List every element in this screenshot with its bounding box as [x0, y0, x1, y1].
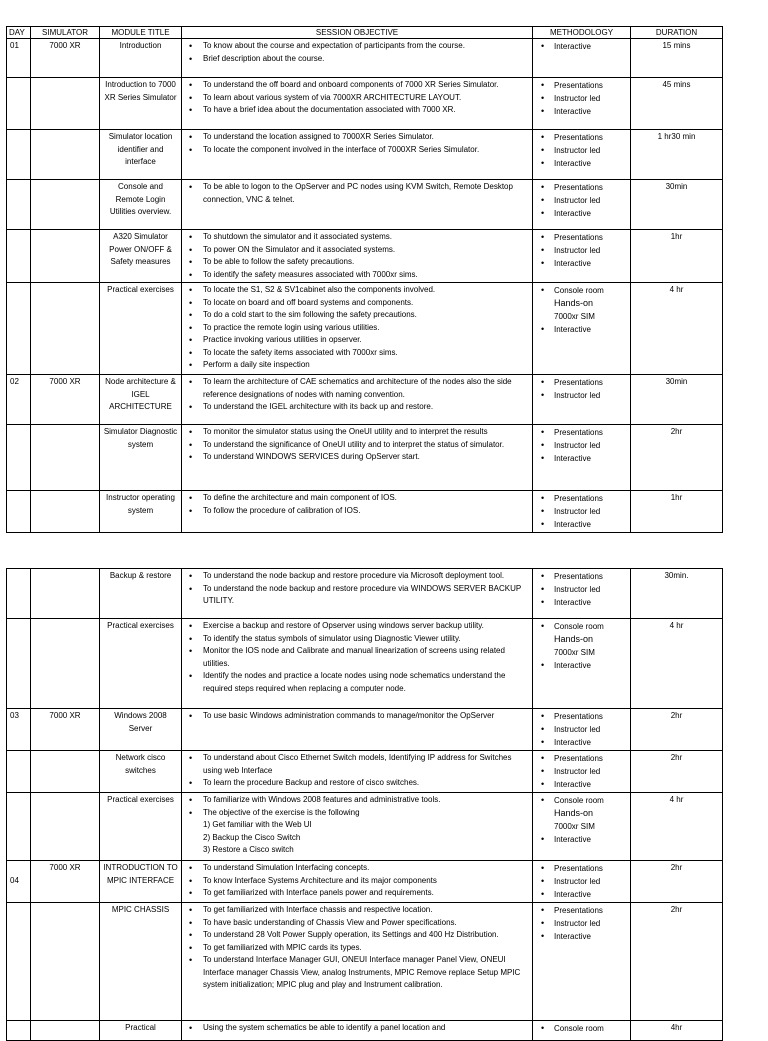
- objective-list: [185, 181, 529, 206]
- objective-item: • To understand about Cisco Ethernet Switch models, Identifying IP address for Switches using web Interface: [185, 752, 529, 777]
- table-row: [7, 375, 723, 425]
- module-title-cell: Simulator location identifier and interface: [100, 130, 182, 180]
- day-cell: [7, 425, 31, 491]
- objective-subitem: 1) Get familiar with the Web UI: [203, 820, 312, 829]
- objective-list: [185, 131, 529, 156]
- methodology-list: [536, 752, 627, 791]
- simulator-cell: [31, 751, 100, 793]
- module-title-cell: INTRODUCTION TO MPIC INTERFACE: [100, 861, 182, 903]
- duration-cell: 15 mins: [631, 39, 723, 78]
- objective-item: • To understand the node backup and restore procedure via Microsoft deployment tool.: [185, 570, 529, 583]
- methodology-item: • Instructor led: [536, 723, 627, 736]
- methodology-item: • Presentations: [536, 752, 627, 765]
- objective-item: • To understand 28 Volt Power Supply operation, its Settings and 400 Hz Distribution.: [185, 929, 529, 942]
- objective-list: [185, 426, 529, 464]
- table-row: [7, 793, 723, 861]
- objective-item: • Monitor the IOS node and Calibrate and manual linearization of screens using related utilities.: [185, 645, 529, 670]
- session-objective-cell: [182, 375, 533, 425]
- day-cell: [7, 619, 31, 709]
- objective-item: • To locate the safety items associated with 7000xr sims.: [185, 347, 529, 360]
- objective-item: • To get familiarized with Interface chassis and respective location.: [185, 904, 529, 917]
- day-cell: [7, 130, 31, 180]
- duration-cell: 30min: [631, 180, 723, 230]
- module-title-cell: Introduction to 7000 XR Series Simulator: [100, 78, 182, 130]
- header-methodology: METHODOLOGY: [533, 27, 631, 39]
- objective-list: [185, 570, 529, 608]
- methodology-item: • Interactive: [536, 778, 627, 791]
- methodology-list: [536, 492, 627, 531]
- methodology-list: [536, 79, 627, 118]
- module-title-cell: Practical exercises: [100, 793, 182, 861]
- objective-item: • The objective of the exercise is the following: [185, 807, 529, 820]
- day-cell: 03: [7, 709, 31, 751]
- methodology-item: • Console room: [536, 284, 627, 297]
- simulator-cell: 7000 XR: [31, 375, 100, 425]
- methodology-item: • Interactive: [536, 833, 627, 846]
- session-objective-cell: [182, 751, 533, 793]
- header-duration: DURATION: [631, 27, 723, 39]
- module-title-cell: Introduction: [100, 39, 182, 78]
- objective-item: • To define the architecture and main component of IOS.: [185, 492, 529, 505]
- objective-item: • To know Interface Systems Architecture and its major components: [185, 875, 529, 888]
- methodology-item: • Console room: [536, 620, 627, 633]
- methodology-cell: [533, 180, 631, 230]
- methodology-cell: [533, 230, 631, 283]
- objective-item: • To locate the component involved in the interface of 7000XR Series Simulator.: [185, 144, 529, 157]
- objective-list: [185, 710, 529, 723]
- duration-cell: 2hr: [631, 751, 723, 793]
- header-row: [7, 27, 723, 39]
- methodology-item: • Presentations: [536, 376, 627, 389]
- methodology-list: [536, 904, 627, 943]
- objective-item: • Identify the nodes and practice a locate nodes using node schematics understand the required steps required when replacing a computer node.: [185, 670, 529, 695]
- simulator-cell: 7000 XR: [31, 709, 100, 751]
- simulator-cell: [31, 793, 100, 861]
- course-schedule-table-1: [6, 26, 723, 533]
- methodology-list: [536, 131, 627, 170]
- duration-cell: 4 hr: [631, 793, 723, 861]
- module-title-cell: Console and Remote Login Utilities overview.: [100, 180, 182, 230]
- module-title-cell: Practical: [100, 1021, 182, 1041]
- objective-item: • To get familiarized with MPIC cards its types.: [185, 942, 529, 955]
- module-title-cell: Instructor operating system: [100, 491, 182, 533]
- methodology-item: Hands-on: [554, 298, 594, 308]
- objective-item: • To use basic Windows administration commands to manage/monitor the OpServer: [185, 710, 529, 723]
- methodology-item: • Console room: [536, 794, 627, 807]
- objective-item: • To understand the significance of OneUI utility and to interpret the status of simulator.: [185, 439, 529, 452]
- simulator-cell: [31, 78, 100, 130]
- module-title-cell: Node architecture & IGEL ARCHITECTURE: [100, 375, 182, 425]
- simulator-cell: [31, 491, 100, 533]
- objective-item: • To understand the node backup and restore procedure via WINDOWS SERVER BACKUP UTILITY.: [185, 583, 529, 608]
- objective-item: • Perform a daily site inspection: [185, 359, 529, 372]
- objective-item: • To do a cold start to the sim following the safety precautions.: [185, 309, 529, 322]
- table-row: [7, 569, 723, 619]
- duration-cell: 4 hr: [631, 619, 723, 709]
- table-row: [7, 78, 723, 130]
- duration-cell: 4hr: [631, 1021, 723, 1041]
- day-cell: 04: [7, 861, 31, 903]
- methodology-list: [536, 620, 627, 672]
- methodology-list: [536, 710, 627, 749]
- table-row: [7, 230, 723, 283]
- table-row: [7, 130, 723, 180]
- objective-list: [185, 492, 529, 517]
- header-simulator: SIMULATOR: [31, 27, 100, 39]
- day-cell: [7, 903, 31, 1021]
- day-cell: [7, 283, 31, 375]
- objective-item: • To practice the remote login using various utilities.: [185, 322, 529, 335]
- methodology-cell: [533, 375, 631, 425]
- methodology-item: • Instructor led: [536, 244, 627, 257]
- session-objective-cell: [182, 130, 533, 180]
- duration-cell: 2hr: [631, 425, 723, 491]
- objective-item: • To learn the procedure Backup and restore of cisco switches.: [185, 777, 529, 790]
- table-row: [7, 903, 723, 1021]
- session-objective-cell: [182, 709, 533, 751]
- day-cell: [7, 793, 31, 861]
- course-schedule-table-2: [6, 568, 723, 1041]
- methodology-item: • Presentations: [536, 492, 627, 505]
- methodology-cell: [533, 751, 631, 793]
- objective-list: [185, 752, 529, 790]
- objective-list: [185, 376, 529, 414]
- duration-cell: 4 hr: [631, 283, 723, 375]
- module-title-cell: Backup & restore: [100, 569, 182, 619]
- methodology-item: • Instructor led: [536, 439, 627, 452]
- methodology-list: [536, 181, 627, 220]
- header-day: DAY: [7, 27, 31, 39]
- methodology-cell: [533, 861, 631, 903]
- simulator-cell: [31, 903, 100, 1021]
- methodology-cell: [533, 39, 631, 78]
- session-objective-cell: [182, 425, 533, 491]
- objective-item: • To follow the procedure of calibration of IOS.: [185, 505, 529, 518]
- methodology-item: • Presentations: [536, 231, 627, 244]
- module-title-cell: Practical exercises: [100, 283, 182, 375]
- methodology-item: • Instructor led: [536, 917, 627, 930]
- objective-item: • Exercise a backup and restore of Opserver using windows server backup utility.: [185, 620, 529, 633]
- module-title-cell: MPIC CHASSIS: [100, 903, 182, 1021]
- table-row: [7, 283, 723, 375]
- objective-list: [185, 40, 529, 65]
- objective-item: • To understand Interface Manager GUI, ONEUI Interface manager Panel View, ONEUI Interface manager Chassis View, analog Instruments, MPIC Remove replace Setup MPIC system initialization; MPIC plug and play and Instrument calibration.: [185, 954, 529, 992]
- methodology-list: [536, 231, 627, 270]
- session-objective-cell: [182, 861, 533, 903]
- day-cell: 01: [7, 39, 31, 78]
- objective-item: • To locate on board and off board systems and components.: [185, 297, 529, 310]
- table-row: [7, 861, 723, 903]
- module-title-cell: Windows 2008 Server: [100, 709, 182, 751]
- duration-cell: 2hr: [631, 709, 723, 751]
- methodology-item: • Interactive: [536, 105, 627, 118]
- duration-cell: 1hr: [631, 491, 723, 533]
- header-objective: SESSION OBJECTIVE: [182, 27, 533, 39]
- objective-subitem: 2) Backup the Cisco Switch: [203, 832, 301, 842]
- objective-item: • To locate the S1, S2 & SV1cabinet also the components involved.: [185, 284, 529, 297]
- objective-item: • To identify the safety measures associated with 7000xr sims.: [185, 269, 529, 282]
- table-row: [7, 180, 723, 230]
- session-objective-cell: [182, 569, 533, 619]
- methodology-item: • Presentations: [536, 862, 627, 875]
- methodology-item: • Interactive: [536, 930, 627, 943]
- objective-item: • To learn the architecture of CAE schematics and architecture of the nodes also the side reference designations of nodes with naming convention.: [185, 376, 529, 401]
- methodology-cell: [533, 793, 631, 861]
- session-objective-cell: [182, 903, 533, 1021]
- simulator-cell: [31, 230, 100, 283]
- methodology-list: [536, 426, 627, 465]
- objective-list: [185, 284, 529, 372]
- day-cell: [7, 230, 31, 283]
- objective-list: [185, 904, 529, 992]
- table-row: [7, 751, 723, 793]
- methodology-item: • Interactive: [536, 518, 627, 531]
- duration-cell: 1hr: [631, 230, 723, 283]
- session-objective-cell: [182, 78, 533, 130]
- methodology-item: • Presentations: [536, 570, 627, 583]
- methodology-item: • Interactive: [536, 736, 627, 749]
- table-row: [7, 709, 723, 751]
- duration-cell: 2hr: [631, 903, 723, 1021]
- session-objective-cell: [182, 180, 533, 230]
- objective-item: • To understand the off board and onboard components of 7000 XR Series Simulator.: [185, 79, 529, 92]
- simulator-cell: [31, 619, 100, 709]
- methodology-item: • Interactive: [536, 323, 627, 336]
- methodology-item: • Interactive: [536, 257, 627, 270]
- module-title-cell: A320 Simulator Power ON/OFF & Safety measures: [100, 230, 182, 283]
- methodology-item: • Presentations: [536, 426, 627, 439]
- methodology-cell: [533, 425, 631, 491]
- methodology-item: • Console room: [536, 1022, 627, 1035]
- session-objective-cell: [182, 619, 533, 709]
- objective-item: • To get familiarized with Interface panels power and requirements.: [185, 887, 529, 900]
- methodology-cell: [533, 491, 631, 533]
- day-cell: [7, 751, 31, 793]
- objective-item: • Practice invoking various utilities in opserver.: [185, 334, 529, 347]
- simulator-cell: [31, 569, 100, 619]
- duration-cell: 30min.: [631, 569, 723, 619]
- objective-item: • To be able to logon to the OpServer and PC nodes using KVM Switch, Remote Desktop connection, VNC & telnet.: [185, 181, 529, 206]
- methodology-item: • Interactive: [536, 157, 627, 170]
- table-row: [7, 39, 723, 78]
- methodology-cell: [533, 130, 631, 180]
- methodology-item: 7000xr SIM: [554, 822, 595, 831]
- module-title-cell: Simulator Diagnostic system: [100, 425, 182, 491]
- methodology-item: • Presentations: [536, 181, 627, 194]
- table-row: [7, 491, 723, 533]
- methodology-item: 7000xr SIM: [554, 312, 595, 321]
- simulator-cell: [31, 130, 100, 180]
- methodology-item: • Interactive: [536, 596, 627, 609]
- methodology-item: • Presentations: [536, 904, 627, 917]
- module-title-cell: Practical exercises: [100, 619, 182, 709]
- methodology-item: • Presentations: [536, 131, 627, 144]
- methodology-item: Hands-on: [554, 808, 594, 818]
- methodology-item: • Instructor led: [536, 505, 627, 518]
- module-title-cell: Network cisco switches: [100, 751, 182, 793]
- methodology-list: [536, 284, 627, 336]
- day-cell: [7, 569, 31, 619]
- objective-item: • Brief description about the course.: [185, 53, 529, 66]
- objective-subitem: 3) Restore a Cisco switch: [203, 845, 294, 854]
- methodology-list: [536, 376, 627, 402]
- methodology-cell: [533, 78, 631, 130]
- objective-item: • To know about the course and expectation of participants from the course.: [185, 40, 529, 53]
- methodology-item: Hands-on: [554, 634, 594, 644]
- methodology-list: [536, 794, 627, 846]
- duration-cell: 30min: [631, 375, 723, 425]
- simulator-cell: 7000 XR: [31, 39, 100, 78]
- methodology-item: • Interactive: [536, 207, 627, 220]
- objective-item: • To learn about various system of via 7000XR ARCHITECTURE LAYOUT.: [185, 92, 529, 105]
- session-objective-cell: [182, 491, 533, 533]
- objective-item: • To be able to follow the safety precautions.: [185, 256, 529, 269]
- simulator-cell: [31, 180, 100, 230]
- objective-item: • To understand the IGEL architecture with its back up and restore.: [185, 401, 529, 414]
- duration-cell: 2hr: [631, 861, 723, 903]
- objective-item: • To have a brief idea about the documentation associated with 7000 XR.: [185, 104, 529, 117]
- objective-item: • To have basic understanding of Chassis View and Power specifications.: [185, 917, 529, 930]
- header-module: MODULE TITLE: [100, 27, 182, 39]
- objective-list: [185, 620, 529, 695]
- objective-item: • To monitor the simulator status using the OneUI utility and to interpret the results: [185, 426, 529, 439]
- objective-item: • To understand WINDOWS SERVICES during OpServer start.: [185, 451, 529, 464]
- methodology-item: • Instructor led: [536, 144, 627, 157]
- objective-item: • To shutdown the simulator and it associated systems.: [185, 231, 529, 244]
- objective-item: • To familiarize with Windows 2008 features and administrative tools.: [185, 794, 529, 807]
- methodology-cell: [533, 569, 631, 619]
- duration-cell: 1 hr30 min: [631, 130, 723, 180]
- methodology-item: • Interactive: [536, 888, 627, 901]
- day-cell: [7, 180, 31, 230]
- methodology-item: • Instructor led: [536, 389, 627, 402]
- day-cell: [7, 491, 31, 533]
- methodology-item: • Instructor led: [536, 875, 627, 888]
- duration-cell: 45 mins: [631, 78, 723, 130]
- methodology-item: • Instructor led: [536, 92, 627, 105]
- methodology-item: • Interactive: [536, 659, 627, 672]
- methodology-item: • Instructor led: [536, 765, 627, 778]
- day-cell: [7, 78, 31, 130]
- session-objective-cell: [182, 230, 533, 283]
- methodology-list: [536, 570, 627, 609]
- session-objective-cell: [182, 39, 533, 78]
- objective-item: • To power ON the Simulator and it associated systems.: [185, 244, 529, 257]
- methodology-item: • Interactive: [536, 40, 627, 53]
- objective-item: • To understand the location assigned to 7000XR Series Simulator.: [185, 131, 529, 144]
- simulator-cell: [31, 425, 100, 491]
- session-objective-cell: [182, 793, 533, 861]
- methodology-item: • Presentations: [536, 79, 627, 92]
- objective-item: • Using the system schematics be able to identify a panel location and: [185, 1022, 529, 1035]
- objective-list: [185, 79, 529, 117]
- methodology-cell: [533, 283, 631, 375]
- methodology-list: [536, 40, 627, 53]
- methodology-cell: [533, 619, 631, 709]
- simulator-cell: [31, 283, 100, 375]
- table-row: [7, 425, 723, 491]
- methodology-item: • Instructor led: [536, 583, 627, 596]
- simulator-cell: 7000 XR: [31, 861, 100, 903]
- methodology-item: • Interactive: [536, 452, 627, 465]
- objective-item: • To understand Simulation Interfacing concepts.: [185, 862, 529, 875]
- methodology-list: [536, 862, 627, 901]
- objective-list: [185, 231, 529, 281]
- objective-item: • To identify the status symbols of simulator using Diagnostic Viewer utility.: [185, 633, 529, 646]
- table-row: [7, 619, 723, 709]
- objective-list: [185, 862, 529, 900]
- day-cell: 02: [7, 375, 31, 425]
- methodology-item: 7000xr SIM: [554, 648, 595, 657]
- methodology-cell: [533, 903, 631, 1021]
- session-objective-cell: [182, 283, 533, 375]
- methodology-item: • Instructor led: [536, 194, 627, 207]
- methodology-item: • Presentations: [536, 710, 627, 723]
- methodology-cell: [533, 709, 631, 751]
- objective-list: [185, 794, 529, 819]
